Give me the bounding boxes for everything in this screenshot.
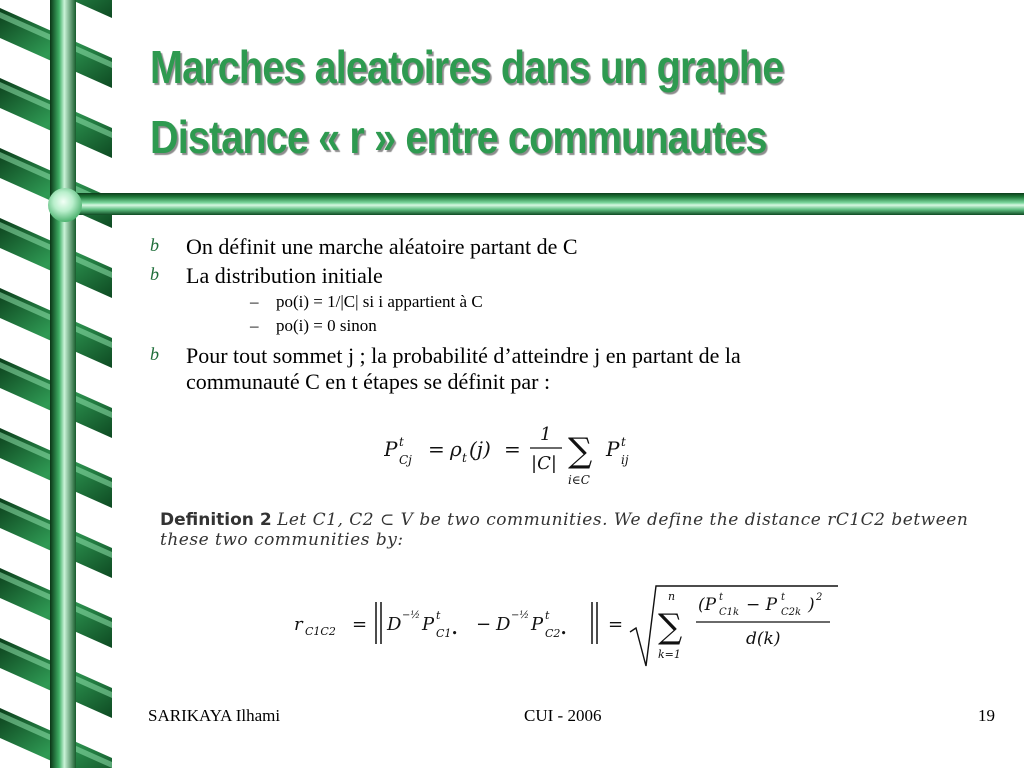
formula-numerator: (P bbox=[698, 595, 717, 615]
formula-sub: t bbox=[462, 451, 467, 465]
bullet-text: La distribution initiale bbox=[186, 263, 383, 288]
formula-term: D bbox=[387, 614, 402, 635]
formula-sup: t bbox=[781, 592, 786, 603]
formula-sup: t bbox=[399, 435, 404, 449]
formula-sub: Cj bbox=[399, 453, 412, 467]
formula-term: ρ bbox=[450, 437, 462, 461]
formula-sub: C2k bbox=[781, 607, 802, 618]
formula-sub: C1• bbox=[436, 627, 458, 640]
formula-term: D bbox=[496, 614, 511, 635]
formula-sup: t bbox=[621, 435, 626, 449]
sub-bullet-text: po(i) = 1/|C| si i appartient à C bbox=[276, 292, 483, 311]
formula-numerator: ) bbox=[808, 595, 815, 615]
divider-knob bbox=[48, 188, 82, 222]
formula-term: P bbox=[422, 614, 435, 635]
slide-title-line2: Distance « r » entre communautes bbox=[150, 111, 767, 163]
title-divider-bar bbox=[58, 193, 1024, 215]
formula-term: P bbox=[384, 437, 398, 461]
footer-author: SARIKAYA Ilhami bbox=[148, 706, 281, 725]
formula-sub: i∈C bbox=[568, 473, 590, 487]
footer-conference: CUI - 2006 bbox=[524, 706, 602, 725]
formula-sup: −½ bbox=[511, 610, 530, 621]
sum-symbol: ∑ bbox=[568, 431, 593, 471]
distance-formula bbox=[290, 582, 850, 672]
definition-label: Definition 2 bbox=[160, 510, 272, 530]
formula-term: (j) bbox=[469, 437, 491, 461]
formula-term: P bbox=[606, 437, 620, 461]
formula-numerator: 1 bbox=[540, 424, 552, 445]
formula-operator: = bbox=[504, 437, 521, 461]
bullet-text-line2: communauté C en t étapes se définit par : bbox=[186, 369, 551, 394]
probability-formula bbox=[384, 424, 644, 490]
definition-block bbox=[160, 510, 990, 550]
formula-sub: k=1 bbox=[658, 648, 681, 661]
sum-symbol: ∑ bbox=[658, 607, 683, 647]
sub-bullet-text: po(i) = 0 sinon bbox=[276, 316, 377, 335]
formula-operator: = bbox=[608, 614, 624, 635]
bullet-text: On définit une marche aléatoire partant de C bbox=[186, 234, 578, 259]
formula-sup: −½ bbox=[402, 610, 421, 621]
formula-term: r bbox=[294, 614, 303, 635]
formula-sup: t bbox=[545, 609, 550, 622]
formula-denominator: d(k) bbox=[746, 629, 781, 649]
formula-sub: ij bbox=[621, 453, 629, 467]
formula-sub: C1C2 bbox=[305, 625, 336, 638]
formula-sup: t bbox=[436, 609, 441, 622]
footer-page-number: 19 bbox=[978, 706, 995, 725]
formula-sub: C2• bbox=[545, 627, 567, 640]
bullet-text bbox=[186, 343, 741, 395]
formula-sup: t bbox=[719, 592, 724, 603]
bullet-marker-icon: b bbox=[150, 235, 159, 255]
formula-operator: = bbox=[428, 437, 445, 461]
bullet-marker-icon: b bbox=[150, 344, 159, 364]
decorative-ribbon bbox=[0, 0, 112, 768]
definition-text: Let C1, C2 ⊂ V be two communities. We define the distance rC1C2 between these two communities by: bbox=[160, 510, 969, 550]
bullet-text-line1: Pour tout sommet j ; la probabilité d’atteindre j en partant de la bbox=[186, 343, 741, 368]
formula-term: P bbox=[531, 614, 544, 635]
formula-operator: = bbox=[352, 614, 368, 635]
formula-sup: 2 bbox=[816, 592, 823, 603]
formula-sup: n bbox=[668, 590, 676, 603]
bullet-marker-icon: b bbox=[150, 264, 159, 284]
formula-operator: − bbox=[476, 614, 492, 635]
formula-numerator: − P bbox=[746, 595, 778, 615]
formula-denominator: |C| bbox=[531, 453, 557, 474]
formula-sub: C1k bbox=[719, 607, 740, 618]
slide-title-line1: Marches aleatoires dans un graphe bbox=[150, 41, 784, 93]
sub-bullet-dash: – bbox=[250, 292, 259, 311]
sub-bullet-dash: – bbox=[250, 316, 259, 335]
